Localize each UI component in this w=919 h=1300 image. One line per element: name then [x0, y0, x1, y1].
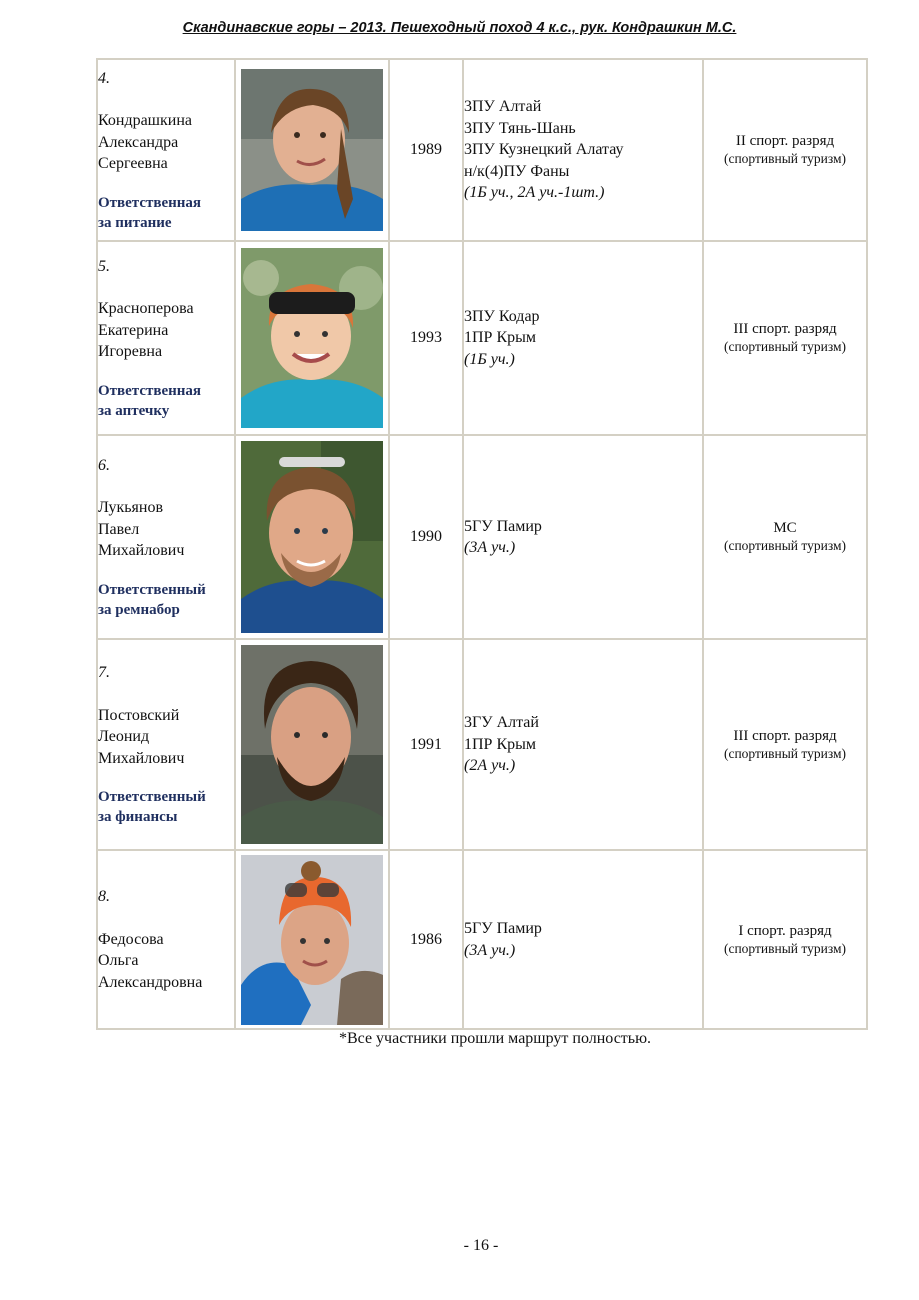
member-year: 1986: [389, 850, 463, 1029]
member-photo-cell: [235, 59, 389, 241]
member-rank-note: (спортивный туризм): [723, 339, 847, 354]
member-experience: [463, 850, 703, 1029]
member-rank-note: (спортивный туризм): [723, 538, 847, 553]
member-photo-cell: [235, 850, 389, 1029]
trip-item: 3ПУ Кодар: [464, 307, 540, 325]
member-first-name: Леонид: [98, 728, 150, 745]
member-surname: Постовский: [98, 706, 180, 724]
member-rank: II спорт. разряд: [735, 133, 835, 149]
trip-category: (3А уч.): [464, 539, 516, 556]
trip-category: (1Б уч., 2А уч.-1шт.): [464, 184, 605, 202]
trip-category: (3А уч.): [464, 941, 516, 959]
trip-item: 5ГУ Памир: [464, 920, 542, 937]
member-rank: МС: [773, 520, 797, 536]
member-surname: Лукьянов: [98, 499, 163, 516]
member-rank: III спорт. разряд: [733, 727, 837, 744]
table-row: [97, 435, 867, 639]
member-year: 1990: [389, 435, 463, 639]
member-photo: [241, 855, 383, 1025]
member-rank-cell: [703, 59, 867, 241]
member-photo-cell: [235, 639, 389, 850]
trip-item: 3ГУ Алтай: [464, 714, 539, 732]
header-title: Скандинавские горы – 2013. Пешеходный поход 4 к.с., рук. Кондрашкин М.С.: [182, 20, 737, 36]
member-photo-cell: [235, 241, 389, 435]
member-experience: [463, 59, 703, 241]
member-photo: [241, 69, 383, 231]
member-name-cell: [97, 639, 235, 850]
trip-item: 1ПР Крым: [464, 735, 536, 753]
trip-item: н/к(4)ПУ Фаны: [464, 162, 570, 180]
member-number: 8.: [98, 888, 110, 905]
member-number: 7.: [98, 664, 110, 681]
member-experience: [463, 435, 703, 639]
member-name-cell: [97, 241, 235, 435]
member-patronymic: Михайлович: [98, 749, 185, 767]
member-role: Ответственный за финансы: [98, 789, 206, 825]
member-photo: [241, 441, 383, 633]
trip-item: 1ПР Крым: [464, 329, 536, 347]
page-header: [0, 20, 919, 36]
member-role: Ответственная за питание: [98, 194, 202, 231]
member-year: 1993: [389, 241, 463, 435]
trip-item: 3ПУ Кузнецкий Алатау: [464, 141, 624, 159]
member-rank: I спорт. разряд: [738, 922, 832, 939]
page-number: - 16 -: [463, 1237, 499, 1254]
member-name-cell: [97, 850, 235, 1029]
member-number: 4.: [98, 69, 110, 87]
member-rank: III спорт. разряд: [733, 321, 837, 337]
member-photo: [241, 645, 383, 844]
table-row: [97, 639, 867, 850]
member-rank-note: (спортивный туризм): [723, 151, 847, 166]
member-name-cell: [97, 59, 235, 241]
trip-category: (1Б уч.): [464, 350, 515, 368]
member-photo: [241, 248, 383, 428]
member-patronymic: Игоревна: [98, 343, 163, 360]
member-first-name: Екатерина: [98, 321, 169, 339]
member-patronymic: Александровна: [98, 973, 203, 991]
table-row: [97, 241, 867, 435]
member-surname: Кондрашкина: [98, 112, 192, 129]
member-role: Ответственный за ремнабор: [98, 581, 206, 618]
member-rank-cell: [703, 850, 867, 1029]
members-table: [96, 58, 868, 1030]
trip-category: (2А уч.): [464, 757, 516, 775]
trip-item: 3ПУ Тянь-Шань: [464, 119, 576, 137]
table-row: [97, 850, 867, 1029]
member-experience: [463, 241, 703, 435]
member-year: 1989: [389, 59, 463, 241]
member-patronymic: Сергеевна: [98, 155, 168, 172]
member-first-name: Александра: [98, 133, 179, 151]
trip-item: 3ПУ Алтай: [464, 98, 542, 116]
member-name-cell: [97, 435, 235, 639]
footnote: *Все участники прошли маршрут полностью.: [338, 1030, 652, 1047]
trip-item: 5ГУ Памир: [464, 517, 542, 535]
member-first-name: Павел: [98, 520, 140, 538]
member-experience: [463, 639, 703, 850]
member-rank-cell: [703, 435, 867, 639]
member-rank-note: (спортивный туризм): [723, 745, 847, 761]
member-patronymic: Михайлович: [98, 542, 185, 559]
member-role: Ответственная за аптечку: [98, 382, 202, 419]
member-surname: Красноперова: [98, 300, 194, 317]
member-rank-cell: [703, 241, 867, 435]
member-first-name: Ольга: [98, 952, 139, 969]
member-rank-note: (спортивный туризм): [723, 940, 847, 956]
member-photo-cell: [235, 435, 389, 639]
member-surname: Федосова: [98, 930, 164, 948]
table-row: [97, 59, 867, 241]
member-year: 1991: [389, 639, 463, 850]
member-rank-cell: [703, 639, 867, 850]
member-number: 5.: [98, 257, 110, 275]
member-number: 6.: [98, 456, 110, 474]
